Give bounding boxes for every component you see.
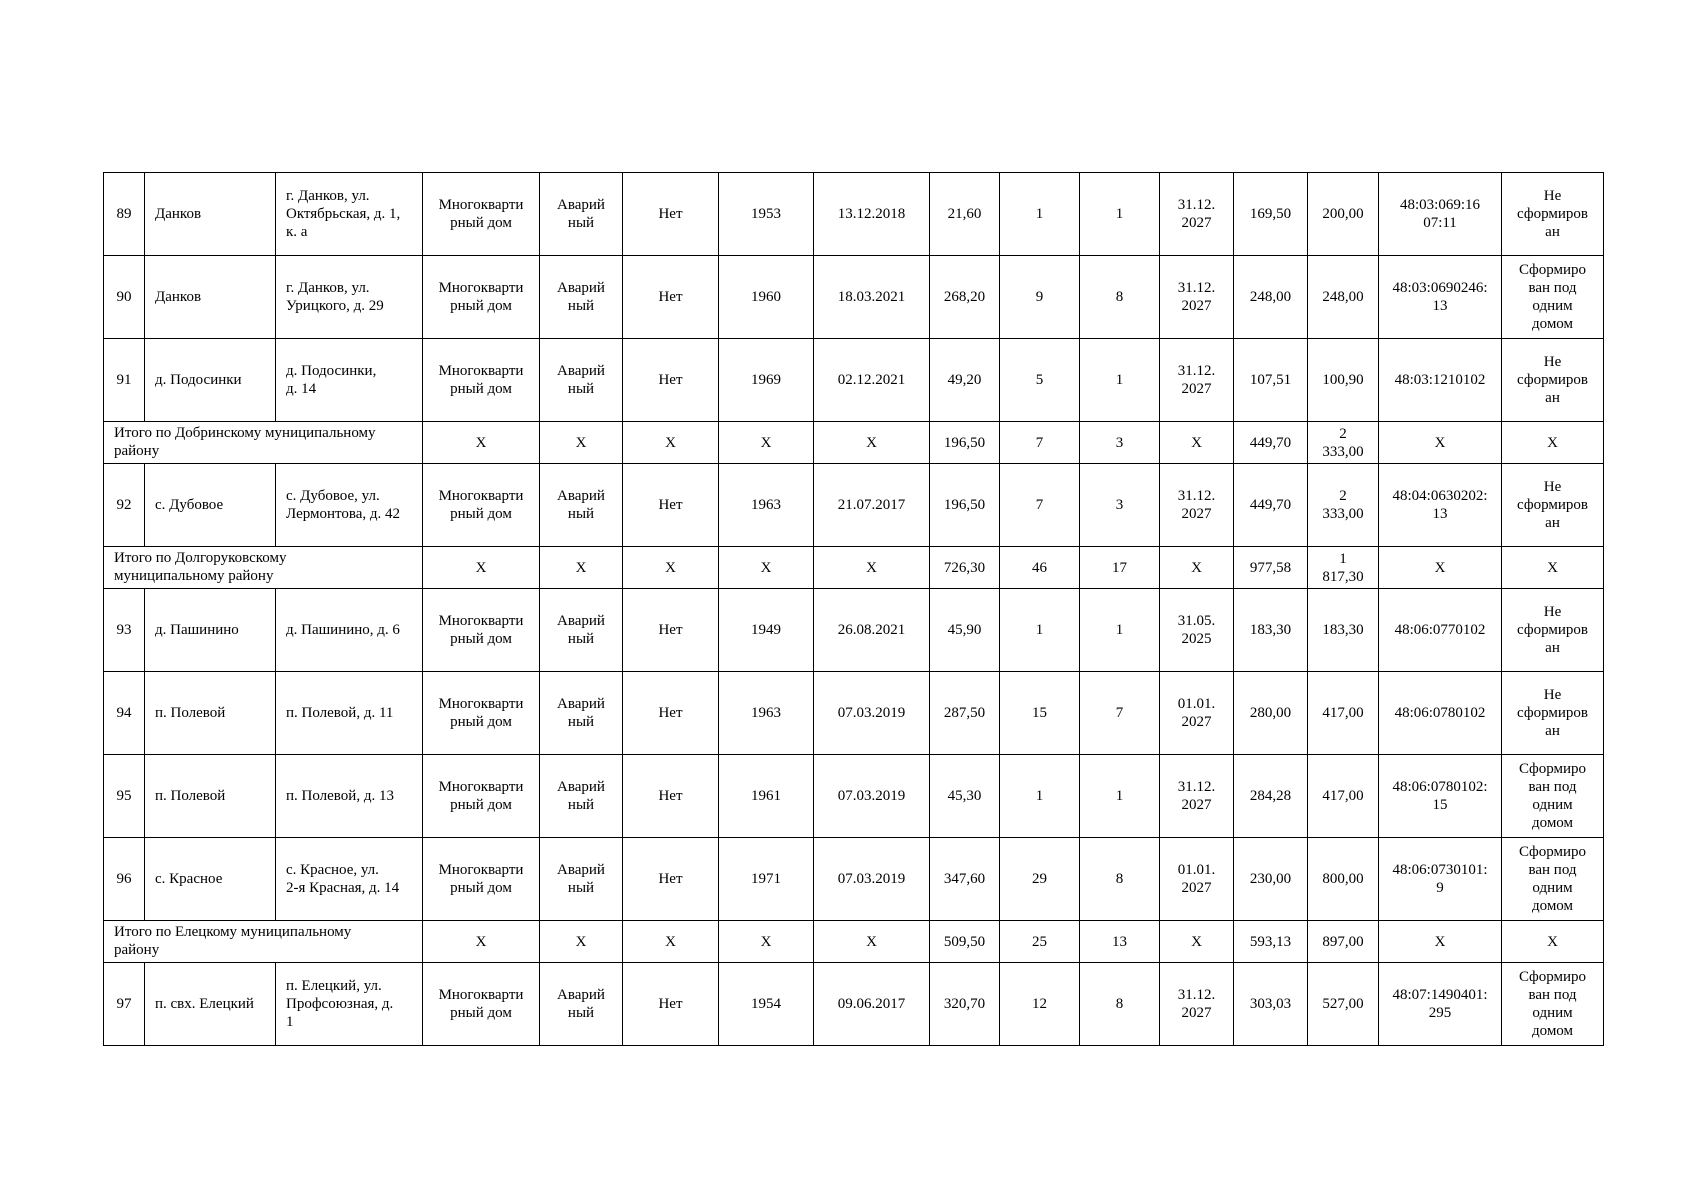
x-mark: X xyxy=(1160,547,1234,589)
value-2: 417,00 xyxy=(1308,755,1379,838)
address: п. Полевой, д. 11 xyxy=(276,672,423,755)
settlement-name: п. свх. Елецкий xyxy=(145,963,276,1046)
land-status: Не сформиров ан xyxy=(1502,672,1604,755)
land-status: Не сформиров ан xyxy=(1502,464,1604,547)
recognition-date: 13.12.2018 xyxy=(814,173,930,256)
status: Аварий ный xyxy=(540,339,623,422)
total-value-1: 977,58 xyxy=(1234,547,1308,589)
settlement-name: с. Дубовое xyxy=(145,464,276,547)
flag: Нет xyxy=(623,464,719,547)
status: Аварий ный xyxy=(540,755,623,838)
row-number: 93 xyxy=(104,589,145,672)
area: 45,90 xyxy=(930,589,1000,672)
x-mark: X xyxy=(540,422,623,464)
row-number: 95 xyxy=(104,755,145,838)
table-row xyxy=(104,256,1604,339)
house-type: Многокварти рный дом xyxy=(423,256,540,339)
count-1: 9 xyxy=(1000,256,1080,339)
house-type: Многокварти рный дом xyxy=(423,755,540,838)
status: Аварий ный xyxy=(540,963,623,1046)
house-type: Многокварти рный дом xyxy=(423,672,540,755)
x-mark: X xyxy=(1502,422,1604,464)
status: Аварий ный xyxy=(540,838,623,921)
count-1: 1 xyxy=(1000,589,1080,672)
table-row xyxy=(104,838,1604,921)
x-mark: X xyxy=(623,921,719,963)
count-1: 12 xyxy=(1000,963,1080,1046)
land-status: Сформиро ван под одним домом xyxy=(1502,755,1604,838)
address: д. Пашинино, д. 6 xyxy=(276,589,423,672)
area: 21,60 xyxy=(930,173,1000,256)
address: г. Данков, ул. Урицкого, д. 29 xyxy=(276,256,423,339)
flag: Нет xyxy=(623,339,719,422)
house-type: Многокварти рный дом xyxy=(423,589,540,672)
x-mark: X xyxy=(623,547,719,589)
deadline: 31.12. 2027 xyxy=(1160,256,1234,339)
land-status: Не сформиров ан xyxy=(1502,589,1604,672)
deadline: 31.05. 2025 xyxy=(1160,589,1234,672)
value-2: 183,30 xyxy=(1308,589,1379,672)
total-count-1: 7 xyxy=(1000,422,1080,464)
total-count-2: 3 xyxy=(1080,422,1160,464)
flag: Нет xyxy=(623,256,719,339)
flag: Нет xyxy=(623,173,719,256)
x-mark: X xyxy=(719,547,814,589)
settlement-name: с. Красное xyxy=(145,838,276,921)
deadline: 31.12. 2027 xyxy=(1160,755,1234,838)
count-2: 1 xyxy=(1080,339,1160,422)
row-number: 97 xyxy=(104,963,145,1046)
x-mark: X xyxy=(719,422,814,464)
cadastre-number: 48:07:1490401: 295 xyxy=(1379,963,1502,1046)
address: г. Данков, ул. Октябрьская, д. 1, к. а xyxy=(276,173,423,256)
value-1: 449,70 xyxy=(1234,464,1308,547)
recognition-date: 07.03.2019 xyxy=(814,672,930,755)
summary-row xyxy=(104,921,1604,963)
value-1: 303,03 xyxy=(1234,963,1308,1046)
value-2: 417,00 xyxy=(1308,672,1379,755)
table-row xyxy=(104,339,1604,422)
x-mark: X xyxy=(814,921,930,963)
build-year: 1963 xyxy=(719,672,814,755)
recognition-date: 07.03.2019 xyxy=(814,838,930,921)
x-mark: X xyxy=(423,547,540,589)
total-value-2: 2 333,00 xyxy=(1308,422,1379,464)
cadastre-number: 48:04:0630202: 13 xyxy=(1379,464,1502,547)
x-mark: X xyxy=(1379,422,1502,464)
cadastre-number: 48:06:0730101: 9 xyxy=(1379,838,1502,921)
count-1: 5 xyxy=(1000,339,1080,422)
row-number: 96 xyxy=(104,838,145,921)
cadastre-number: 48:06:0780102 xyxy=(1379,672,1502,755)
cadastre-number: 48:03:069:16 07:11 xyxy=(1379,173,1502,256)
summary-title: Итого по Долгоруковскому муниципальному району xyxy=(104,547,423,589)
count-2: 8 xyxy=(1080,838,1160,921)
cadastre-number: 48:06:0780102: 15 xyxy=(1379,755,1502,838)
x-mark: X xyxy=(423,921,540,963)
count-1: 1 xyxy=(1000,173,1080,256)
build-year: 1960 xyxy=(719,256,814,339)
deadline: 01.01. 2027 xyxy=(1160,672,1234,755)
area: 320,70 xyxy=(930,963,1000,1046)
flag: Нет xyxy=(623,672,719,755)
address: с. Дубовое, ул. Лермонтова, д. 42 xyxy=(276,464,423,547)
land-status: Не сформиров ан xyxy=(1502,173,1604,256)
value-1: 280,00 xyxy=(1234,672,1308,755)
total-area: 509,50 xyxy=(930,921,1000,963)
cadastre-number: 48:03:1210102 xyxy=(1379,339,1502,422)
total-count-2: 17 xyxy=(1080,547,1160,589)
total-value-1: 449,70 xyxy=(1234,422,1308,464)
table-row xyxy=(104,672,1604,755)
build-year: 1954 xyxy=(719,963,814,1046)
land-status: Сформиро ван под одним домом xyxy=(1502,838,1604,921)
row-number: 94 xyxy=(104,672,145,755)
settlement-name: д. Подосинки xyxy=(145,339,276,422)
row-number: 91 xyxy=(104,339,145,422)
total-value-2: 897,00 xyxy=(1308,921,1379,963)
deadline: 31.12. 2027 xyxy=(1160,339,1234,422)
count-2: 1 xyxy=(1080,173,1160,256)
settlement-name: п. Полевой xyxy=(145,672,276,755)
x-mark: X xyxy=(1502,921,1604,963)
x-mark: X xyxy=(623,422,719,464)
build-year: 1963 xyxy=(719,464,814,547)
summary-row xyxy=(104,422,1604,464)
deadline: 01.01. 2027 xyxy=(1160,838,1234,921)
row-number: 89 xyxy=(104,173,145,256)
count-1: 15 xyxy=(1000,672,1080,755)
count-2: 8 xyxy=(1080,256,1160,339)
total-area: 726,30 xyxy=(930,547,1000,589)
deadline: 31.12. 2027 xyxy=(1160,963,1234,1046)
row-number: 92 xyxy=(104,464,145,547)
area: 287,50 xyxy=(930,672,1000,755)
count-2: 7 xyxy=(1080,672,1160,755)
x-mark: X xyxy=(1160,422,1234,464)
recognition-date: 07.03.2019 xyxy=(814,755,930,838)
value-1: 183,30 xyxy=(1234,589,1308,672)
build-year: 1969 xyxy=(719,339,814,422)
total-count-2: 13 xyxy=(1080,921,1160,963)
value-2: 800,00 xyxy=(1308,838,1379,921)
x-mark: X xyxy=(719,921,814,963)
x-mark: X xyxy=(1160,921,1234,963)
area: 45,30 xyxy=(930,755,1000,838)
x-mark: X xyxy=(540,921,623,963)
land-status: Не сформиров ан xyxy=(1502,339,1604,422)
count-1: 1 xyxy=(1000,755,1080,838)
total-count-1: 46 xyxy=(1000,547,1080,589)
x-mark: X xyxy=(540,547,623,589)
house-type: Многокварти рный дом xyxy=(423,339,540,422)
value-1: 230,00 xyxy=(1234,838,1308,921)
table-row xyxy=(104,173,1604,256)
settlement-name: Данков xyxy=(145,173,276,256)
deadline: 31.12. 2027 xyxy=(1160,173,1234,256)
value-2: 100,90 xyxy=(1308,339,1379,422)
x-mark: X xyxy=(814,422,930,464)
x-mark: X xyxy=(1379,547,1502,589)
count-1: 7 xyxy=(1000,464,1080,547)
table-row xyxy=(104,589,1604,672)
settlement-name: Данков xyxy=(145,256,276,339)
area: 196,50 xyxy=(930,464,1000,547)
land-status: Сформиро ван под одним домом xyxy=(1502,963,1604,1046)
value-1: 107,51 xyxy=(1234,339,1308,422)
cadastre-number: 48:03:0690246: 13 xyxy=(1379,256,1502,339)
total-area: 196,50 xyxy=(930,422,1000,464)
build-year: 1971 xyxy=(719,838,814,921)
table-row xyxy=(104,464,1604,547)
table-row xyxy=(104,755,1604,838)
address: п. Елецкий, ул. Профсоюзная, д. 1 xyxy=(276,963,423,1046)
house-type: Многокварти рный дом xyxy=(423,838,540,921)
house-type: Многокварти рный дом xyxy=(423,173,540,256)
recognition-date: 09.06.2017 xyxy=(814,963,930,1046)
count-2: 1 xyxy=(1080,755,1160,838)
count-2: 3 xyxy=(1080,464,1160,547)
status: Аварий ный xyxy=(540,672,623,755)
summary-title: Итого по Добринскому муниципальному району xyxy=(104,422,423,464)
value-2: 2 333,00 xyxy=(1308,464,1379,547)
flag: Нет xyxy=(623,755,719,838)
address: д. Подосинки, д. 14 xyxy=(276,339,423,422)
total-count-1: 25 xyxy=(1000,921,1080,963)
table-body xyxy=(104,173,1604,1046)
recognition-date: 26.08.2021 xyxy=(814,589,930,672)
housing-table xyxy=(103,172,1604,1046)
total-value-1: 593,13 xyxy=(1234,921,1308,963)
x-mark: X xyxy=(814,547,930,589)
cadastre-number: 48:06:0770102 xyxy=(1379,589,1502,672)
settlement-name: д. Пашинино xyxy=(145,589,276,672)
count-2: 1 xyxy=(1080,589,1160,672)
address: с. Красное, ул. 2-я Красная, д. 14 xyxy=(276,838,423,921)
count-1: 29 xyxy=(1000,838,1080,921)
area: 268,20 xyxy=(930,256,1000,339)
status: Аварий ный xyxy=(540,589,623,672)
house-type: Многокварти рный дом xyxy=(423,963,540,1046)
flag: Нет xyxy=(623,963,719,1046)
area: 49,20 xyxy=(930,339,1000,422)
total-value-2: 1 817,30 xyxy=(1308,547,1379,589)
value-2: 200,00 xyxy=(1308,173,1379,256)
flag: Нет xyxy=(623,589,719,672)
table-row xyxy=(104,963,1604,1046)
house-type: Многокварти рный дом xyxy=(423,464,540,547)
value-1: 169,50 xyxy=(1234,173,1308,256)
count-2: 8 xyxy=(1080,963,1160,1046)
row-number: 90 xyxy=(104,256,145,339)
address: п. Полевой, д. 13 xyxy=(276,755,423,838)
x-mark: X xyxy=(1379,921,1502,963)
deadline: 31.12. 2027 xyxy=(1160,464,1234,547)
build-year: 1949 xyxy=(719,589,814,672)
value-2: 527,00 xyxy=(1308,963,1379,1046)
x-mark: X xyxy=(1502,547,1604,589)
summary-row xyxy=(104,547,1604,589)
status: Аварий ный xyxy=(540,464,623,547)
recognition-date: 21.07.2017 xyxy=(814,464,930,547)
settlement-name: п. Полевой xyxy=(145,755,276,838)
flag: Нет xyxy=(623,838,719,921)
build-year: 1953 xyxy=(719,173,814,256)
status: Аварий ный xyxy=(540,256,623,339)
summary-title: Итого по Елецкому муниципальному району xyxy=(104,921,423,963)
x-mark: X xyxy=(423,422,540,464)
land-status: Сформиро ван под одним домом xyxy=(1502,256,1604,339)
recognition-date: 18.03.2021 xyxy=(814,256,930,339)
value-1: 248,00 xyxy=(1234,256,1308,339)
area: 347,60 xyxy=(930,838,1000,921)
status: Аварий ный xyxy=(540,173,623,256)
value-2: 248,00 xyxy=(1308,256,1379,339)
value-1: 284,28 xyxy=(1234,755,1308,838)
build-year: 1961 xyxy=(719,755,814,838)
recognition-date: 02.12.2021 xyxy=(814,339,930,422)
